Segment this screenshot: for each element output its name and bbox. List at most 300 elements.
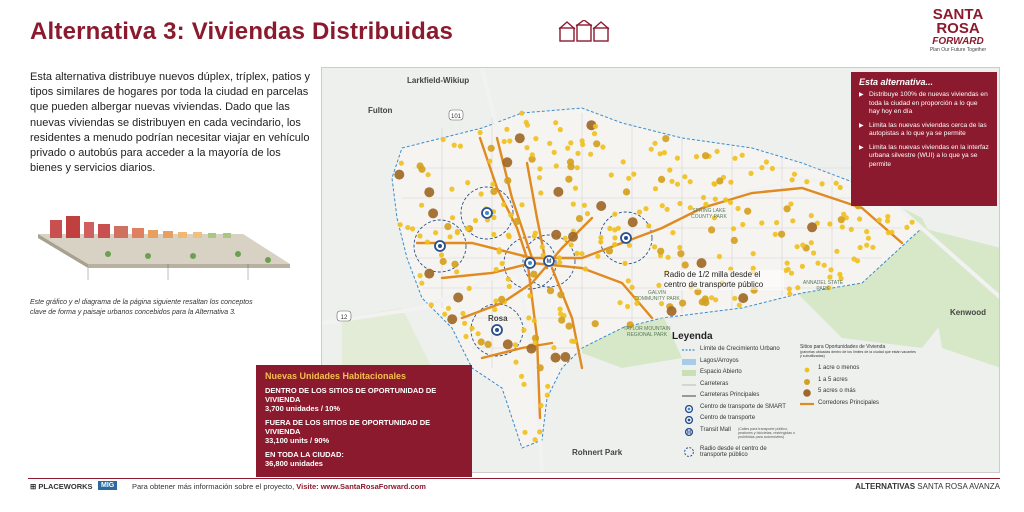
legend-right-subtitle: (parcelas ubicadas dentro de los límites de la ciudad que están vacantes y subutilizadas) (800, 350, 916, 359)
housing-site-small (748, 171, 753, 176)
housing-site-medium (716, 177, 723, 184)
intro-text: Esta alternativa distribuye nuevos dúplex, tríplex, patios y tipos similares de hogares por toda la ciudad en parcelas que pueden albergar nuevas viviendas. Dado que las nuevas viviendas se distribuyen en cada vecindario, los residentes a menudo podrían necesitar viajar en vehículo privado o autobús para acceder a la mayoría de los bienes y servicios diarios. (30, 71, 311, 175)
housing-site-small (809, 240, 814, 245)
housing-site-small (504, 127, 509, 132)
housing-site-small (790, 177, 795, 182)
housing-site-small (494, 267, 499, 272)
legend-label: Radio desde el centro de transporte público (700, 445, 767, 458)
housing-site-small (770, 166, 775, 171)
legend-row-small-site (800, 364, 918, 376)
units-inside-label: DENTRO DE LOS SITIOS DE OPORTUNIDAD DE VIVIENDA (265, 386, 437, 404)
housing-site-small (621, 159, 626, 164)
housing-site-small (398, 222, 403, 227)
housing-site-small (677, 245, 682, 250)
housing-site-small (467, 286, 472, 291)
housing-site-small (463, 334, 468, 339)
smart-transit-icon (485, 211, 489, 215)
housing-site-small (612, 242, 617, 247)
housing-site-small (857, 216, 862, 221)
santa-rosa-forward-logo (912, 8, 1004, 54)
housing-site-small (565, 146, 570, 151)
housing-site-small (790, 218, 795, 223)
housing-site-small (558, 311, 563, 316)
housing-site-medium (702, 152, 709, 159)
housing-site-small (583, 266, 588, 271)
housing-site-large (424, 269, 434, 279)
housing-site-large (553, 187, 563, 197)
housing-site-large (568, 232, 578, 242)
housing-site-small (532, 318, 537, 323)
housing-site-small (660, 203, 665, 208)
radius-swatch-icon (682, 447, 696, 457)
housing-site-small (786, 267, 791, 272)
housing-site-small (612, 235, 617, 240)
housing-site-medium (547, 287, 554, 294)
housing-site-small (675, 182, 680, 187)
housing-site-small (405, 225, 410, 230)
housing-site-small (462, 321, 467, 326)
housing-site-medium (593, 140, 600, 147)
housing-site-medium (478, 338, 485, 345)
housing-site-small (764, 159, 769, 164)
footer-info-text: Para obtener más información sobre el proyecto, (132, 482, 295, 491)
legend-label: Lagos/Arroyos (700, 357, 739, 364)
hwy-101-label: 101 (450, 114, 462, 120)
logo-line3: FORWARD (932, 36, 984, 47)
housing-site-small (454, 269, 459, 274)
housing-site-small (450, 215, 455, 220)
panel-item-text: Limita las nuevas viviendas en la interfaz urbana silvestre (WUI) a lo que ya se permite (869, 143, 989, 168)
legend-heading: Leyenda (672, 331, 713, 342)
panel-item-text: Limita las nuevas viviendas cerca de las autopistas a lo que ya se permite (869, 121, 987, 137)
legend-row-medium-site (800, 376, 918, 388)
housing-site-small (441, 137, 446, 142)
housing-site-medium (708, 226, 715, 233)
housing-site-medium (504, 177, 511, 184)
footer-alternativas: ALTERNATIVAS (855, 482, 916, 491)
housing-site-small (732, 296, 737, 301)
housing-site-small (713, 197, 718, 202)
map-legend (672, 331, 918, 471)
housing-site-small (622, 261, 627, 266)
housing-site-small (787, 291, 792, 296)
housing-site-small (491, 232, 496, 237)
roads-swatch-icon (682, 382, 696, 388)
housing-site-small (558, 127, 563, 132)
logo-line1: SANTA (932, 6, 984, 23)
housing-site-small (537, 166, 542, 171)
label-galvin: GALVIN COMMUNITY PARK (634, 290, 680, 302)
housing-site-small (834, 249, 839, 254)
housing-site-small (787, 286, 792, 291)
legend-row-large-site (800, 387, 918, 399)
housing-site-small (626, 176, 631, 181)
place-rosa: Rosa (488, 314, 508, 323)
housing-site-small (665, 207, 670, 212)
housing-site-small (521, 328, 526, 333)
housing-site-small (545, 384, 550, 389)
legend-label: 5 acres o más (818, 388, 856, 395)
radius-callout: Radio de 1/2 milla desde el centro de transporte público (664, 270, 784, 290)
housing-site-small (804, 179, 809, 184)
housing-site-medium (592, 320, 599, 327)
housing-site-medium (440, 258, 447, 265)
housing-site-small (625, 304, 630, 309)
housing-site-small (539, 403, 544, 408)
housing-site-small (473, 218, 478, 223)
smart-transit-icon (528, 261, 532, 265)
housing-site-small (688, 179, 693, 184)
housing-site-small (527, 293, 532, 298)
housing-site-small (656, 283, 661, 288)
diagram-caption: Este gráfico y el diagrama de la página siguiente resaltan los conceptos clave de forma y paisaje urbanos concebidos para la Alternativa 3. (30, 299, 253, 316)
housing-site-small (478, 130, 483, 135)
housing-site-small (425, 240, 430, 245)
panel-item (859, 144, 989, 170)
transit-center-icon (624, 236, 628, 240)
housing-site-small (735, 206, 740, 211)
housing-site-small (492, 307, 497, 312)
housing-site-small (834, 181, 839, 186)
small-site-dot-icon (800, 366, 814, 374)
housing-site-large (428, 208, 438, 218)
housing-site-small (572, 339, 577, 344)
housing-site-small (501, 202, 506, 207)
housing-site-medium (498, 296, 505, 303)
legend-row-radius (682, 445, 800, 459)
housing-site-medium (657, 248, 664, 255)
housing-site-small (703, 202, 708, 207)
housing-site-small (585, 211, 590, 216)
housing-site-small (864, 243, 869, 248)
housing-site-small (553, 120, 558, 125)
triangle-bullet-icon: ▶ (859, 144, 864, 151)
housing-site-small (618, 300, 623, 305)
housing-site-small (419, 203, 424, 208)
housing-site-small (465, 180, 470, 185)
housing-site-small (419, 281, 424, 286)
housing-site-small (837, 272, 842, 277)
housing-site-small (740, 153, 745, 158)
housing-site-large (628, 217, 638, 227)
housing-site-small (446, 306, 451, 311)
label-spring-lake: SPRING LAKE COUNTY PARK (691, 208, 727, 220)
mig-logo: MIG (98, 481, 117, 490)
legend-right-title (800, 344, 918, 358)
housing-site-small (519, 111, 524, 116)
housing-site-small (490, 182, 495, 187)
housing-site-small (811, 250, 816, 255)
housing-site-small (889, 230, 894, 235)
housing-site-small (557, 255, 562, 260)
footer-series-label (855, 482, 1000, 491)
urban-form-diagram (28, 204, 298, 296)
housing-site-small (460, 311, 465, 316)
housing-site-small (574, 251, 579, 256)
housing-site-large (447, 314, 457, 324)
housing-site-small (675, 156, 680, 161)
housing-site-small (551, 345, 556, 350)
housing-site-medium (490, 188, 497, 195)
housing-site-small (557, 260, 562, 265)
housing-site-medium (731, 237, 738, 244)
housing-site-small (600, 144, 605, 149)
housing-site-large (551, 353, 561, 363)
housing-site-small (677, 201, 682, 206)
label-annadel: ANNADEL STATE PARK (802, 280, 844, 292)
housing-site-small (554, 163, 559, 168)
housing-site-medium (558, 317, 565, 324)
housing-site-large (551, 230, 561, 240)
housing-site-small (533, 437, 538, 442)
website-link[interactable]: Visite: www.SantaRosaForward.com (296, 482, 426, 491)
housing-site-small (508, 212, 513, 217)
housing-site-small (800, 264, 805, 269)
housing-site-small (502, 139, 507, 144)
housing-site-medium (530, 271, 537, 278)
housing-site-medium (566, 323, 573, 330)
housing-site-small (452, 143, 457, 148)
housing-site-small (759, 165, 764, 170)
triangle-bullet-icon: ▶ (859, 122, 864, 129)
housing-site-medium (679, 300, 686, 307)
housing-site-small (449, 187, 454, 192)
housing-site-small (540, 244, 545, 249)
units-total-value: 36,800 unidades (265, 459, 323, 468)
housing-site-small (616, 226, 621, 231)
footer-info (132, 482, 426, 491)
housing-site-small (530, 152, 535, 157)
legend-left-column (682, 345, 800, 459)
panel-item (859, 122, 989, 139)
housing-site-small (609, 172, 614, 177)
housing-site-small (701, 195, 706, 200)
housing-site-medium (485, 341, 492, 348)
legend-label: Carreteras (700, 380, 729, 387)
housing-site-large (394, 170, 404, 180)
housing-site-small (506, 277, 511, 282)
legend-row-lakes (682, 357, 800, 369)
housing-site-small (840, 224, 845, 229)
housing-site-small (573, 186, 578, 191)
housing-site-medium (444, 223, 451, 230)
housing-site-small (571, 202, 576, 207)
housing-site-small (773, 232, 778, 237)
housing-site-small (626, 278, 631, 283)
housing-site-small (500, 261, 505, 266)
housing-site-small (904, 225, 909, 230)
housing-site-small (870, 245, 875, 250)
housing-site-small (442, 312, 447, 317)
housing-site-small (582, 203, 587, 208)
place-kenwood: Kenwood (950, 308, 986, 317)
housing-site-small (479, 191, 484, 196)
housing-site-small (822, 263, 827, 268)
housing-site-small (682, 174, 687, 179)
housing-site-small (855, 258, 860, 263)
housing-site-small (728, 200, 733, 205)
legend-row-smart (682, 403, 800, 415)
large-site-dot-icon (800, 389, 814, 397)
housing-site-large (503, 339, 513, 349)
medium-site-dot-icon (800, 378, 814, 386)
legend-label: 1 acre o menos (818, 365, 860, 372)
housing-site-small (785, 261, 790, 266)
housing-site-medium (513, 218, 520, 225)
housing-site-small (864, 229, 869, 234)
housing-site-large (424, 187, 434, 197)
housing-site-medium (576, 215, 583, 222)
panel-item (859, 91, 989, 117)
housing-site-small (458, 144, 463, 149)
housing-site-small (410, 226, 415, 231)
housing-site-small (470, 326, 475, 331)
legend-row-open-space (682, 368, 800, 380)
legend-label: Límite de Crecimiento Urbano (700, 346, 780, 352)
housing-site-small (507, 284, 512, 289)
housing-site-small (820, 181, 825, 186)
housing-site-small (669, 179, 674, 184)
page-title: Alternativa 3: Viviendas Distribuidas (30, 18, 454, 45)
housing-site-small (731, 226, 736, 231)
placeworks-label: PLACEWORKS (38, 482, 93, 491)
lakes-swatch-icon (682, 359, 696, 365)
housing-site-small (732, 156, 737, 161)
transit-center-icon (438, 244, 442, 248)
housing-site-medium (623, 188, 630, 195)
housing-site-small (670, 230, 675, 235)
housing-site-medium (677, 250, 684, 257)
housing-site-small (858, 245, 863, 250)
housing-site-small (637, 210, 642, 215)
housing-site-small (737, 303, 742, 308)
housing-site-medium (537, 364, 544, 371)
housing-site-small (563, 236, 568, 241)
legend-label: Espacio Abierto (700, 369, 742, 375)
housing-site-small (524, 145, 529, 150)
legend-row-corridors (800, 399, 918, 411)
housing-site-small (653, 186, 658, 191)
housing-site-small (652, 141, 657, 146)
legend-label: Centro de transporte (700, 415, 756, 421)
transit-mall-icon: M (546, 259, 552, 266)
placeworks-logo (30, 482, 93, 491)
housing-site-small (568, 140, 573, 145)
legend-row-ugb (682, 345, 800, 357)
housing-site-small (522, 430, 527, 435)
housing-site-small (728, 180, 733, 185)
housing-site-small (666, 255, 671, 260)
legend-label: Transit Mall (700, 426, 731, 433)
housing-site-small (588, 152, 593, 157)
transit-center-icon (682, 416, 696, 424)
housing-site-small (694, 154, 699, 159)
housing-site-small (497, 249, 502, 254)
footer-divider (28, 478, 1000, 479)
legend-row-roads (682, 380, 800, 392)
housing-site-medium (778, 231, 785, 238)
housing-site-small (809, 213, 814, 218)
housing-site-small (537, 175, 542, 180)
housing-site-small (740, 222, 745, 227)
housing-site-small (506, 233, 511, 238)
housing-site-large (697, 258, 707, 268)
open-space-swatch-icon (682, 370, 696, 376)
housing-site-small (448, 234, 453, 239)
units-inside-value: 3,700 unidades / 10% (265, 404, 341, 413)
housing-site-small (426, 172, 431, 177)
panel-heading: Esta alternativa... (859, 77, 934, 87)
housing-site-large (453, 293, 463, 303)
smart-transit-icon (682, 405, 696, 413)
housing-site-small (838, 185, 843, 190)
houses-icon (558, 20, 610, 42)
legend-row-transit-center (682, 414, 800, 426)
place-fulton: Fulton (368, 106, 393, 115)
housing-site-small (575, 151, 580, 156)
panel-item-text: Distribuye 100% de nuevas viviendas en toda la ciudad en proporción a lo que hay hoy en día (869, 91, 988, 115)
housing-site-medium (662, 135, 669, 142)
housing-site-large (738, 293, 748, 303)
housing-site-medium (565, 176, 572, 183)
housing-site-small (631, 172, 636, 177)
housing-site-large (596, 201, 606, 211)
housing-site-large (807, 222, 817, 232)
housing-site-small (533, 340, 538, 345)
units-outside-value: 33,100 units / 90% (265, 436, 330, 445)
housing-site-small (643, 206, 648, 211)
housing-site-small (533, 231, 538, 236)
housing-site-small (519, 374, 524, 379)
housing-site-small (513, 360, 518, 365)
housing-site-small (418, 273, 423, 278)
housing-site-small (538, 190, 543, 195)
housing-site-small (658, 151, 663, 156)
housing-site-small (827, 275, 832, 280)
alternative-summary-panel (851, 72, 997, 206)
legend-row-transit-mall (682, 426, 800, 445)
housing-site-medium (702, 299, 709, 306)
ugb-swatch-icon (682, 347, 696, 353)
housing-site-small (580, 142, 585, 147)
units-outside-label: FUERA DE LOS SITIOS DE OPORTUNIDAD DE VIVIENDA (265, 418, 431, 436)
placeworks-mark-icon: ⊞ (30, 482, 37, 491)
housing-site-small (521, 382, 526, 387)
housing-site-small (547, 141, 552, 146)
housing-site-large (502, 157, 512, 167)
housing-site-small (795, 244, 800, 249)
transit-mall-icon (682, 428, 696, 436)
housing-site-medium (567, 158, 574, 165)
housing-site-small (723, 197, 728, 202)
housing-site-small (439, 252, 444, 257)
housing-site-small (717, 254, 722, 259)
transit-center-icon (495, 328, 499, 332)
housing-site-small (849, 227, 854, 232)
housing-site-small (476, 331, 481, 336)
housing-site-small (455, 229, 460, 234)
housing-site-small (493, 298, 498, 303)
housing-site-small (815, 261, 820, 266)
corridor-swatch-icon (800, 401, 814, 407)
housing-site-small (558, 307, 563, 312)
housing-site-medium (658, 176, 665, 183)
logo-tagline: Plan Our Future Together (929, 47, 987, 53)
legend-label: Centro de transporte de SMART (700, 403, 786, 410)
housing-site-medium (682, 261, 689, 268)
housing-site-small (417, 233, 422, 238)
transit-mall-note: (Calles para transporte público, peatones y bicicletas, restringidas o prohibidas para automóviles) (738, 426, 795, 439)
